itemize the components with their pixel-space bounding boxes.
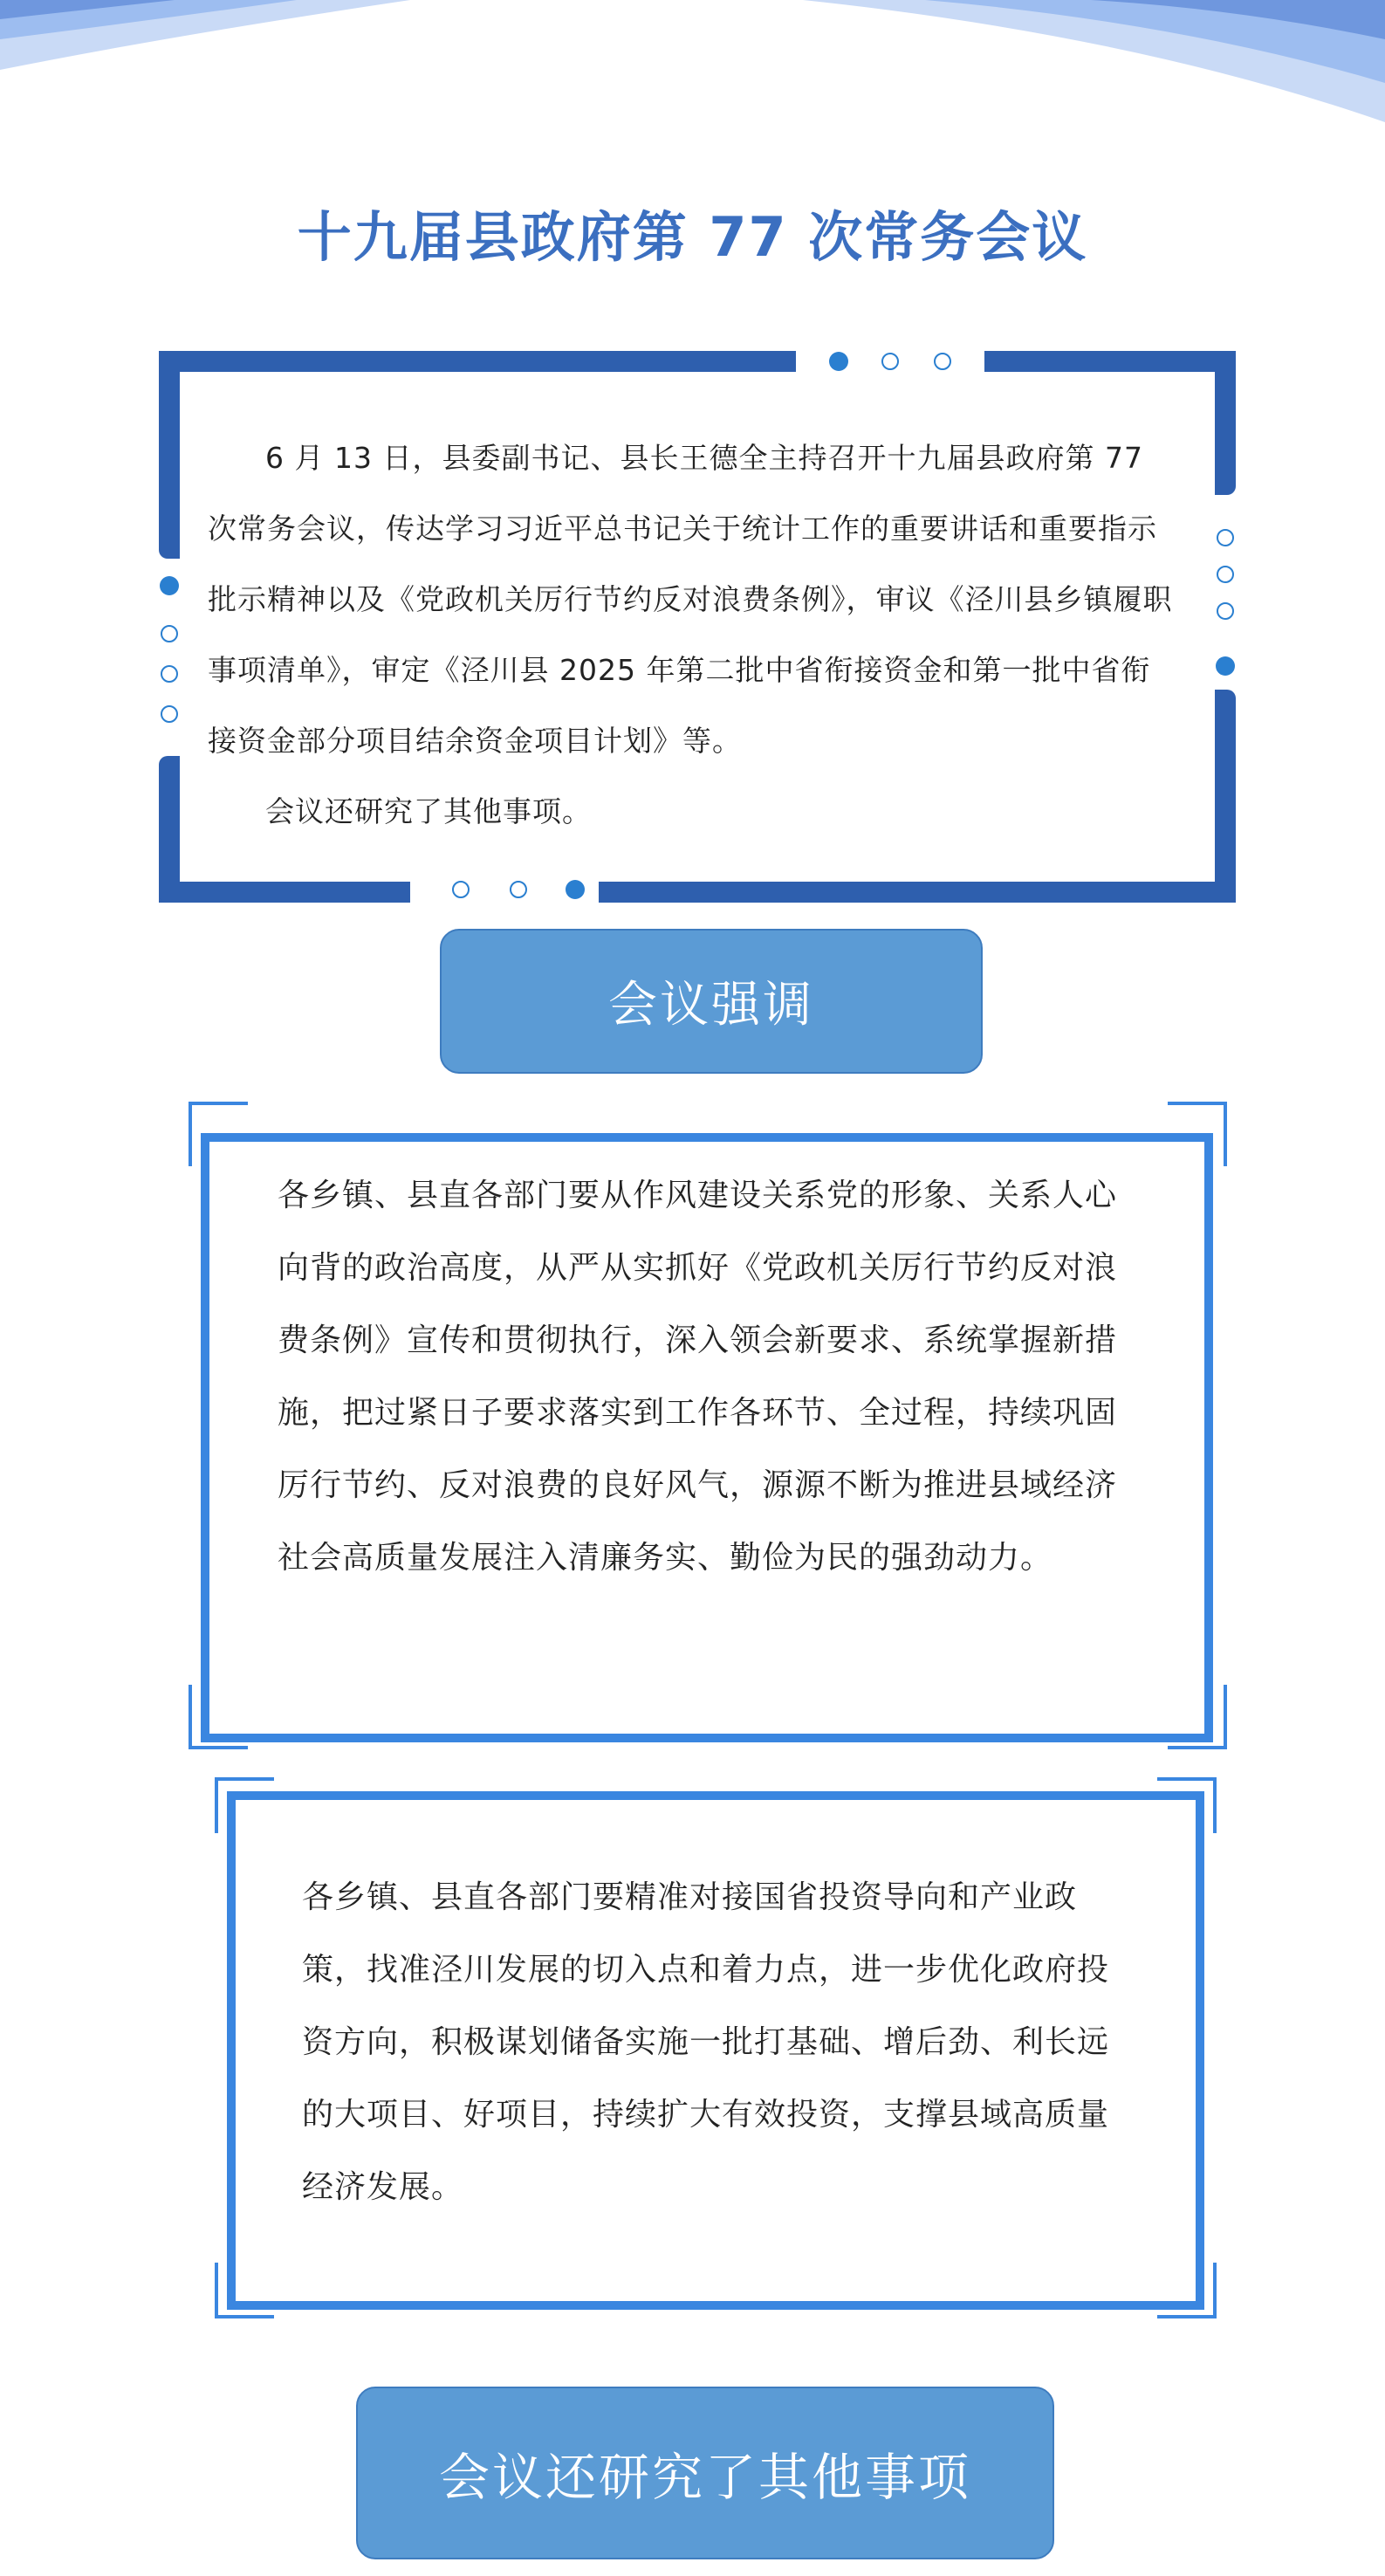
page-title: 十九届县政府第 77 次常务会议	[297, 205, 1088, 269]
emphasis-point-text: 各乡镇、县直各部门要精准对接国省投资导向和产业政策，找准泾川发展的切入点和着力点，进一步优化政府投资方向，积极谋划储备实施一批打基础、增后劲、利长远的大项目、好项目，持续扩大有效投资，支撑县域高质量经济发展。	[302, 1879, 1110, 2205]
other-matters-button[interactable]: 会议还研究了其他事项	[356, 2387, 1054, 2559]
meeting-emphasis-button[interactable]: 会议强调	[440, 929, 983, 1074]
summary-paragraph: 6 月 13 日，县委副书记、县长王德全主持召开十九届县政府第 77 次常务会议，传达学习习近平总书记关于统计工作的重要讲话和重要指示批示精神以及《党政机关厉行节约反对浪费条例》，审议《泾川县乡镇履职事项清单》，审定《泾川县 2025 年第二批中省衔接资金和第一批中省衔接资金部分项目结余资金项目计划》等。	[208, 441, 1173, 758]
header-decoration	[0, 0, 1385, 131]
summary-text	[208, 422, 1180, 847]
summary-paragraph: 会议还研究了其他事项。	[265, 794, 592, 828]
emphasis-point-text: 各乡镇、县直各部门要从作风建设关系党的形象、关系人心向背的政治高度，从严从实抓好《党政机关厉行节约反对浪费条例》宣传和贯彻执行，深入领会新要求、系统掌握新措施，把过紧日子要求落实到工作各环节、全过程，持续巩固厉行节约、反对浪费的良好风气，源源不断为推进县域经济社会高质量发展注入清廉务实、勤俭为民的强劲动力。	[278, 1178, 1118, 1576]
